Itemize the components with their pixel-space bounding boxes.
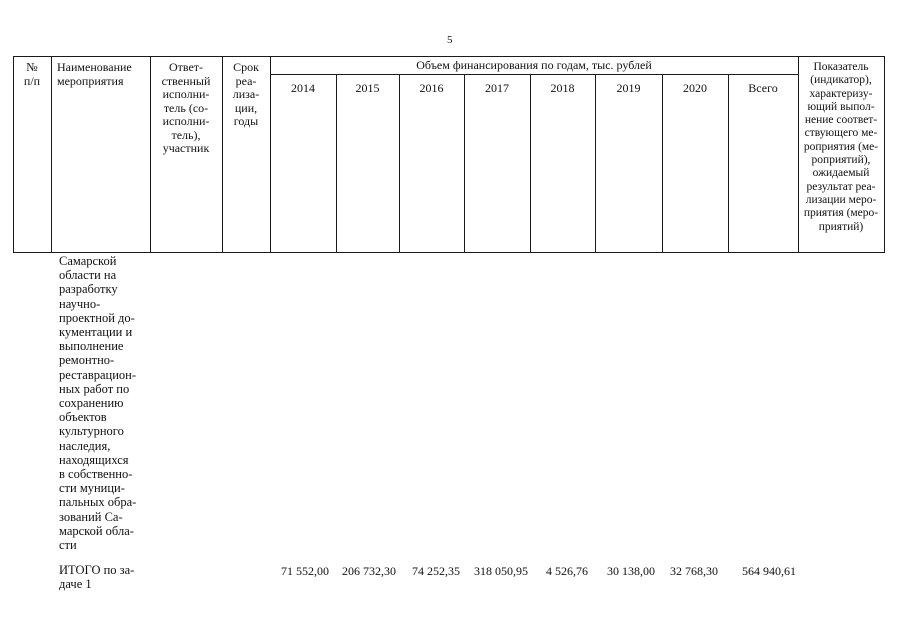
table-header [13,56,885,253]
header-year: 2019 [616,81,641,95]
year-divider [728,74,729,253]
year-divider [336,74,337,253]
year-divider [662,74,663,253]
total-value-2016: 74 252,35 [412,564,460,578]
funding-subheader-line [270,74,798,75]
year-divider [595,74,596,253]
page-number: 5 [447,34,453,46]
total-label: ИТОГО по за- даче 1 [59,563,135,592]
table-border-top [13,56,885,57]
table-border-right [884,56,885,253]
header-term: Срок реа- лиза- ции, годы [232,60,260,128]
total-value-all: 564 940,61 [742,564,796,578]
header-year: 2016 [419,81,444,95]
total-value-2014: 71 552,00 [281,564,329,578]
header-responsible: Ответ- ственный исполни- тель (со- исполни- тель), участник [161,60,211,155]
header-year: 2017 [485,81,509,95]
table-border-bottom [13,252,885,253]
header-indicator: Показатель (индикатор), характеризу- ющий выпол- нение соответ- ствующего ме- роприятия (ме- роприятий), ожидаемый результат реа- лизации меро- приятия (меро- приятий) [803,61,879,233]
header-funding: Объем финансирования по годам, тыс. рублей [416,58,652,72]
header-year: 2020 [683,81,707,95]
total-value-2018: 4 526,76 [546,564,588,578]
total-value-2020: 32 768,30 [670,564,718,578]
header-year: 2014 [291,81,315,95]
header-year-total: Всего [748,81,778,95]
total-value-2017: 318 050,95 [474,564,528,578]
header-year: 2015 [355,81,380,95]
header-year: 2018 [550,81,575,95]
total-value-2019: 30 138,00 [607,564,655,578]
year-divider [399,74,400,253]
activity-name-continued: Самарской области на разработку научно- проектной до- кументации и выполнение ремонтно- реставрацион- ных работ по сохранению объектов культурного наследия, находящихся в собственно- сти муници- пальных обра- зований Са- марской обла- сти [59,254,137,553]
year-divider [464,74,465,253]
header-name: Наименование мероприятия [57,60,132,88]
total-value-2015: 206 732,30 [342,564,396,578]
header-num: № п/п [23,60,41,88]
year-divider [530,74,531,253]
